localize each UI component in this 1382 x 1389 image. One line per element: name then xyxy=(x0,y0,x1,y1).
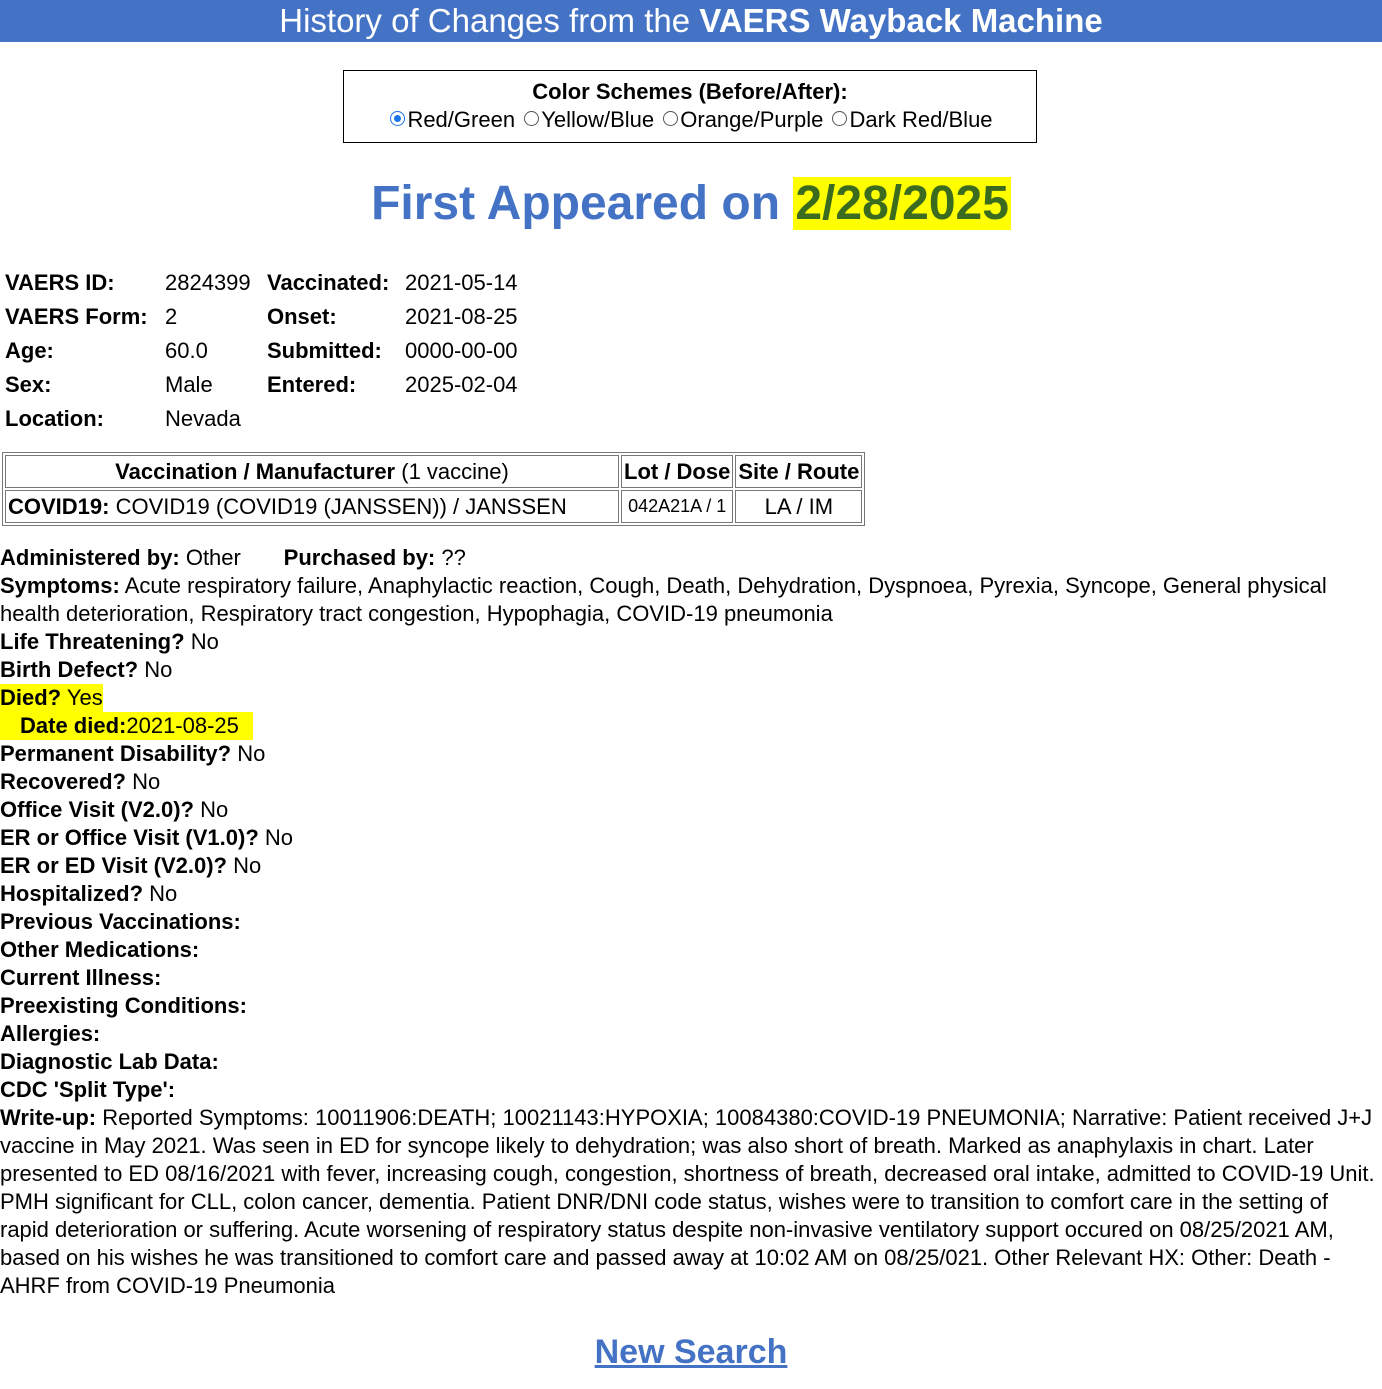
vaers-id-value: 2824399 xyxy=(165,270,251,295)
sex-value: Male xyxy=(165,372,213,397)
vaccine-type: COVID19: xyxy=(8,493,110,519)
age-value: 60.0 xyxy=(165,338,208,363)
allergies-row: Allergies: xyxy=(0,1021,101,1046)
previous-vaccinations-row: Previous Vaccinations: xyxy=(0,909,241,934)
vaccinated-label: Vaccinated: xyxy=(267,270,390,295)
report-info-table xyxy=(2,266,521,436)
hospitalized-row: Hospitalized? No xyxy=(0,881,178,906)
radio-label-dark-red-blue[interactable]: Dark Red/Blue xyxy=(849,107,993,132)
vaers-form-label: VAERS Form: xyxy=(5,304,148,329)
vaccine-cell xyxy=(5,490,619,523)
page-banner xyxy=(0,0,1382,42)
banner-prefix: History of Changes from the xyxy=(279,2,691,39)
entered-value: 2025-02-04 xyxy=(405,372,518,397)
submitted-value: 0000-00-00 xyxy=(405,338,518,363)
symptoms-row: Symptoms: Acute respiratory failure, Anaphylactic reaction, Cough, Death, Dehydration, Dyspnoea, Pyrexia, Syncope, General physical health deterioration, Respiratory tract congestion, Hypophagia, COVID-19 pneumonia xyxy=(0,573,1327,626)
radio-red-green[interactable] xyxy=(390,111,405,126)
report-details xyxy=(0,544,1378,1300)
office-visit-row: Office Visit (V2.0)? No xyxy=(0,797,229,822)
color-scheme-box xyxy=(343,70,1037,143)
onset-label: Onset: xyxy=(267,304,337,329)
radio-label-yellow-blue[interactable]: Yellow/Blue xyxy=(541,107,655,132)
lot-dose-header: Lot / Dose xyxy=(621,455,733,488)
vaccine-count: (1 vaccine) xyxy=(401,458,509,484)
location-value: Nevada xyxy=(165,406,241,431)
administered-row: Administered by: Other Purchased by: ?? xyxy=(0,545,466,570)
er-ed-row: ER or ED Visit (V2.0)? No xyxy=(0,853,262,878)
vaers-form-value: 2 xyxy=(165,304,178,329)
onset-value: 2021-08-25 xyxy=(405,304,518,329)
vaers-id-label: VAERS ID: xyxy=(5,270,115,295)
new-search-container xyxy=(0,1333,1382,1372)
table-row xyxy=(5,490,862,523)
vaccinated-value: 2021-05-14 xyxy=(405,270,518,295)
color-scheme-title: Color Schemes (Before/After): xyxy=(532,79,848,104)
diagnostic-row: Diagnostic Lab Data: xyxy=(0,1049,219,1074)
new-search-link[interactable]: New Search xyxy=(594,1333,788,1371)
radio-label-orange-purple[interactable]: Orange/Purple xyxy=(680,107,824,132)
location-label: Location: xyxy=(5,406,104,431)
writeup-row: Write-up: Reported Symptoms: 10011906:DEATH; 10021143:HYPOXIA; 10084380:COVID-19 PNEUMONIA; Narrative: Patient received J+J vaccine in May 2021. Was seen in ED for syncope likely to dehydration; was also short of breath. Marked as anaphylaxis in chart. Later presented to ED 08/16/2021 with fever, increasing cough, congestion, shortness of breath, decreased oral intake, admitted to COVID-19 Unit. PMH significant for CLL, colon cancer, dementia. Patient DNR/DNI code status, wishes were to transition to comfort care in the setting of rapid deterioration or suffering. Acute worsening of respiratory status despite non-invasive ventilatory support occured on 08/25/2021 AM, based on his wishes he was transitioned to comfort care and passed away at 10:02 AM on 08/25/021. Other Relevant HX: Other: Death - AHRF from COVID-19 Pneumonia xyxy=(0,1105,1375,1298)
first-appeared-heading xyxy=(0,175,1382,233)
recovered-row: Recovered? No xyxy=(0,769,161,794)
radio-label-red-green[interactable]: Red/Green xyxy=(407,107,516,132)
color-scheme-options xyxy=(344,107,1036,133)
er-office-row: ER or Office Visit (V1.0)? No xyxy=(0,825,294,850)
date-died-row: Date died:2021-08-25 xyxy=(0,712,1378,740)
permanent-disability-row: Permanent Disability? No xyxy=(0,741,266,766)
vaccine-table xyxy=(2,452,865,526)
site-route-header: Site / Route xyxy=(735,455,862,488)
split-type-row: CDC 'Split Type': xyxy=(0,1077,176,1102)
banner-title: VAERS Wayback Machine xyxy=(699,2,1103,39)
radio-orange-purple[interactable] xyxy=(663,111,678,126)
first-appeared-date: 2/28/2025 xyxy=(795,177,1009,230)
submitted-label: Submitted: xyxy=(267,338,382,363)
other-medications-row: Other Medications: xyxy=(0,937,200,962)
vaccine-name: COVID19 (COVID19 (JANSSEN)) / JANSSEN xyxy=(115,493,567,519)
life-threatening-row: Life Threatening? No xyxy=(0,629,219,654)
first-appeared-label: First Appeared on xyxy=(371,177,781,230)
sex-label: Sex: xyxy=(5,372,52,397)
preexisting-row: Preexisting Conditions: xyxy=(0,993,247,1018)
entered-label: Entered: xyxy=(267,372,357,397)
died-row: Died? Yes xyxy=(0,685,103,710)
lot-dose-cell: 042A21A / 1 xyxy=(621,490,733,523)
vaccination-header: Vaccination / Manufacturer (1 vaccine) xyxy=(5,455,619,488)
age-label: Age: xyxy=(5,338,54,363)
birth-defect-row: Birth Defect? No xyxy=(0,657,173,682)
radio-dark-red-blue[interactable] xyxy=(832,111,847,126)
current-illness-row: Current Illness: xyxy=(0,965,162,990)
site-route-cell: LA / IM xyxy=(735,490,862,523)
radio-yellow-blue[interactable] xyxy=(524,111,539,126)
